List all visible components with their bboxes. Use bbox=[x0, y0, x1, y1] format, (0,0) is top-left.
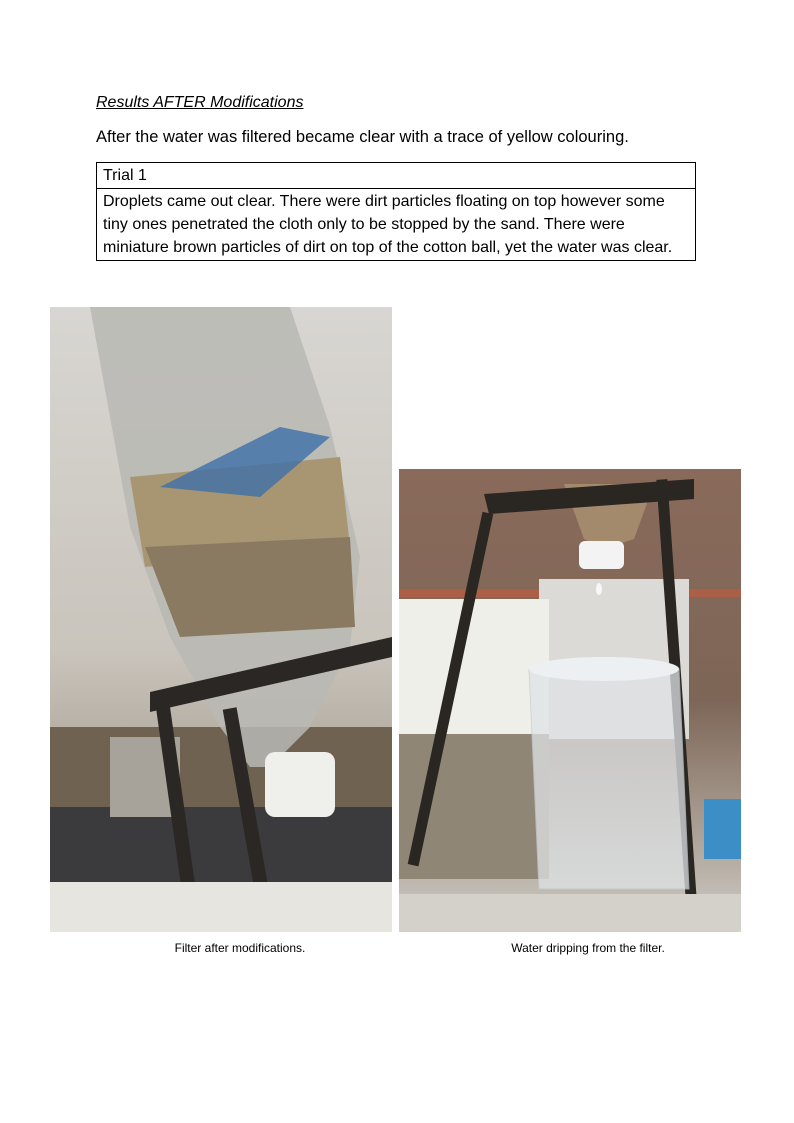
filter-photo-caption: Filter after modifications. bbox=[174, 941, 306, 955]
results-heading: Results AFTER Modifications bbox=[96, 94, 304, 111]
trial-description: Droplets came out clear. There were dirt particles floating on top however some tiny ones penetrated the cloth only to be stopped by the sand. There were miniature brown particles of dirt on top of the cotton ball, yet the water was clear. bbox=[97, 189, 696, 261]
dripping-photo bbox=[399, 469, 741, 932]
filter-photo bbox=[50, 307, 392, 932]
dripping-photo-caption: Water dripping from the filter. bbox=[511, 941, 665, 955]
trial-header: Trial 1 bbox=[97, 163, 696, 189]
intro-text: After the water was filtered became clear with a trace of yellow colouring. bbox=[96, 128, 629, 146]
trial-table bbox=[96, 162, 696, 261]
